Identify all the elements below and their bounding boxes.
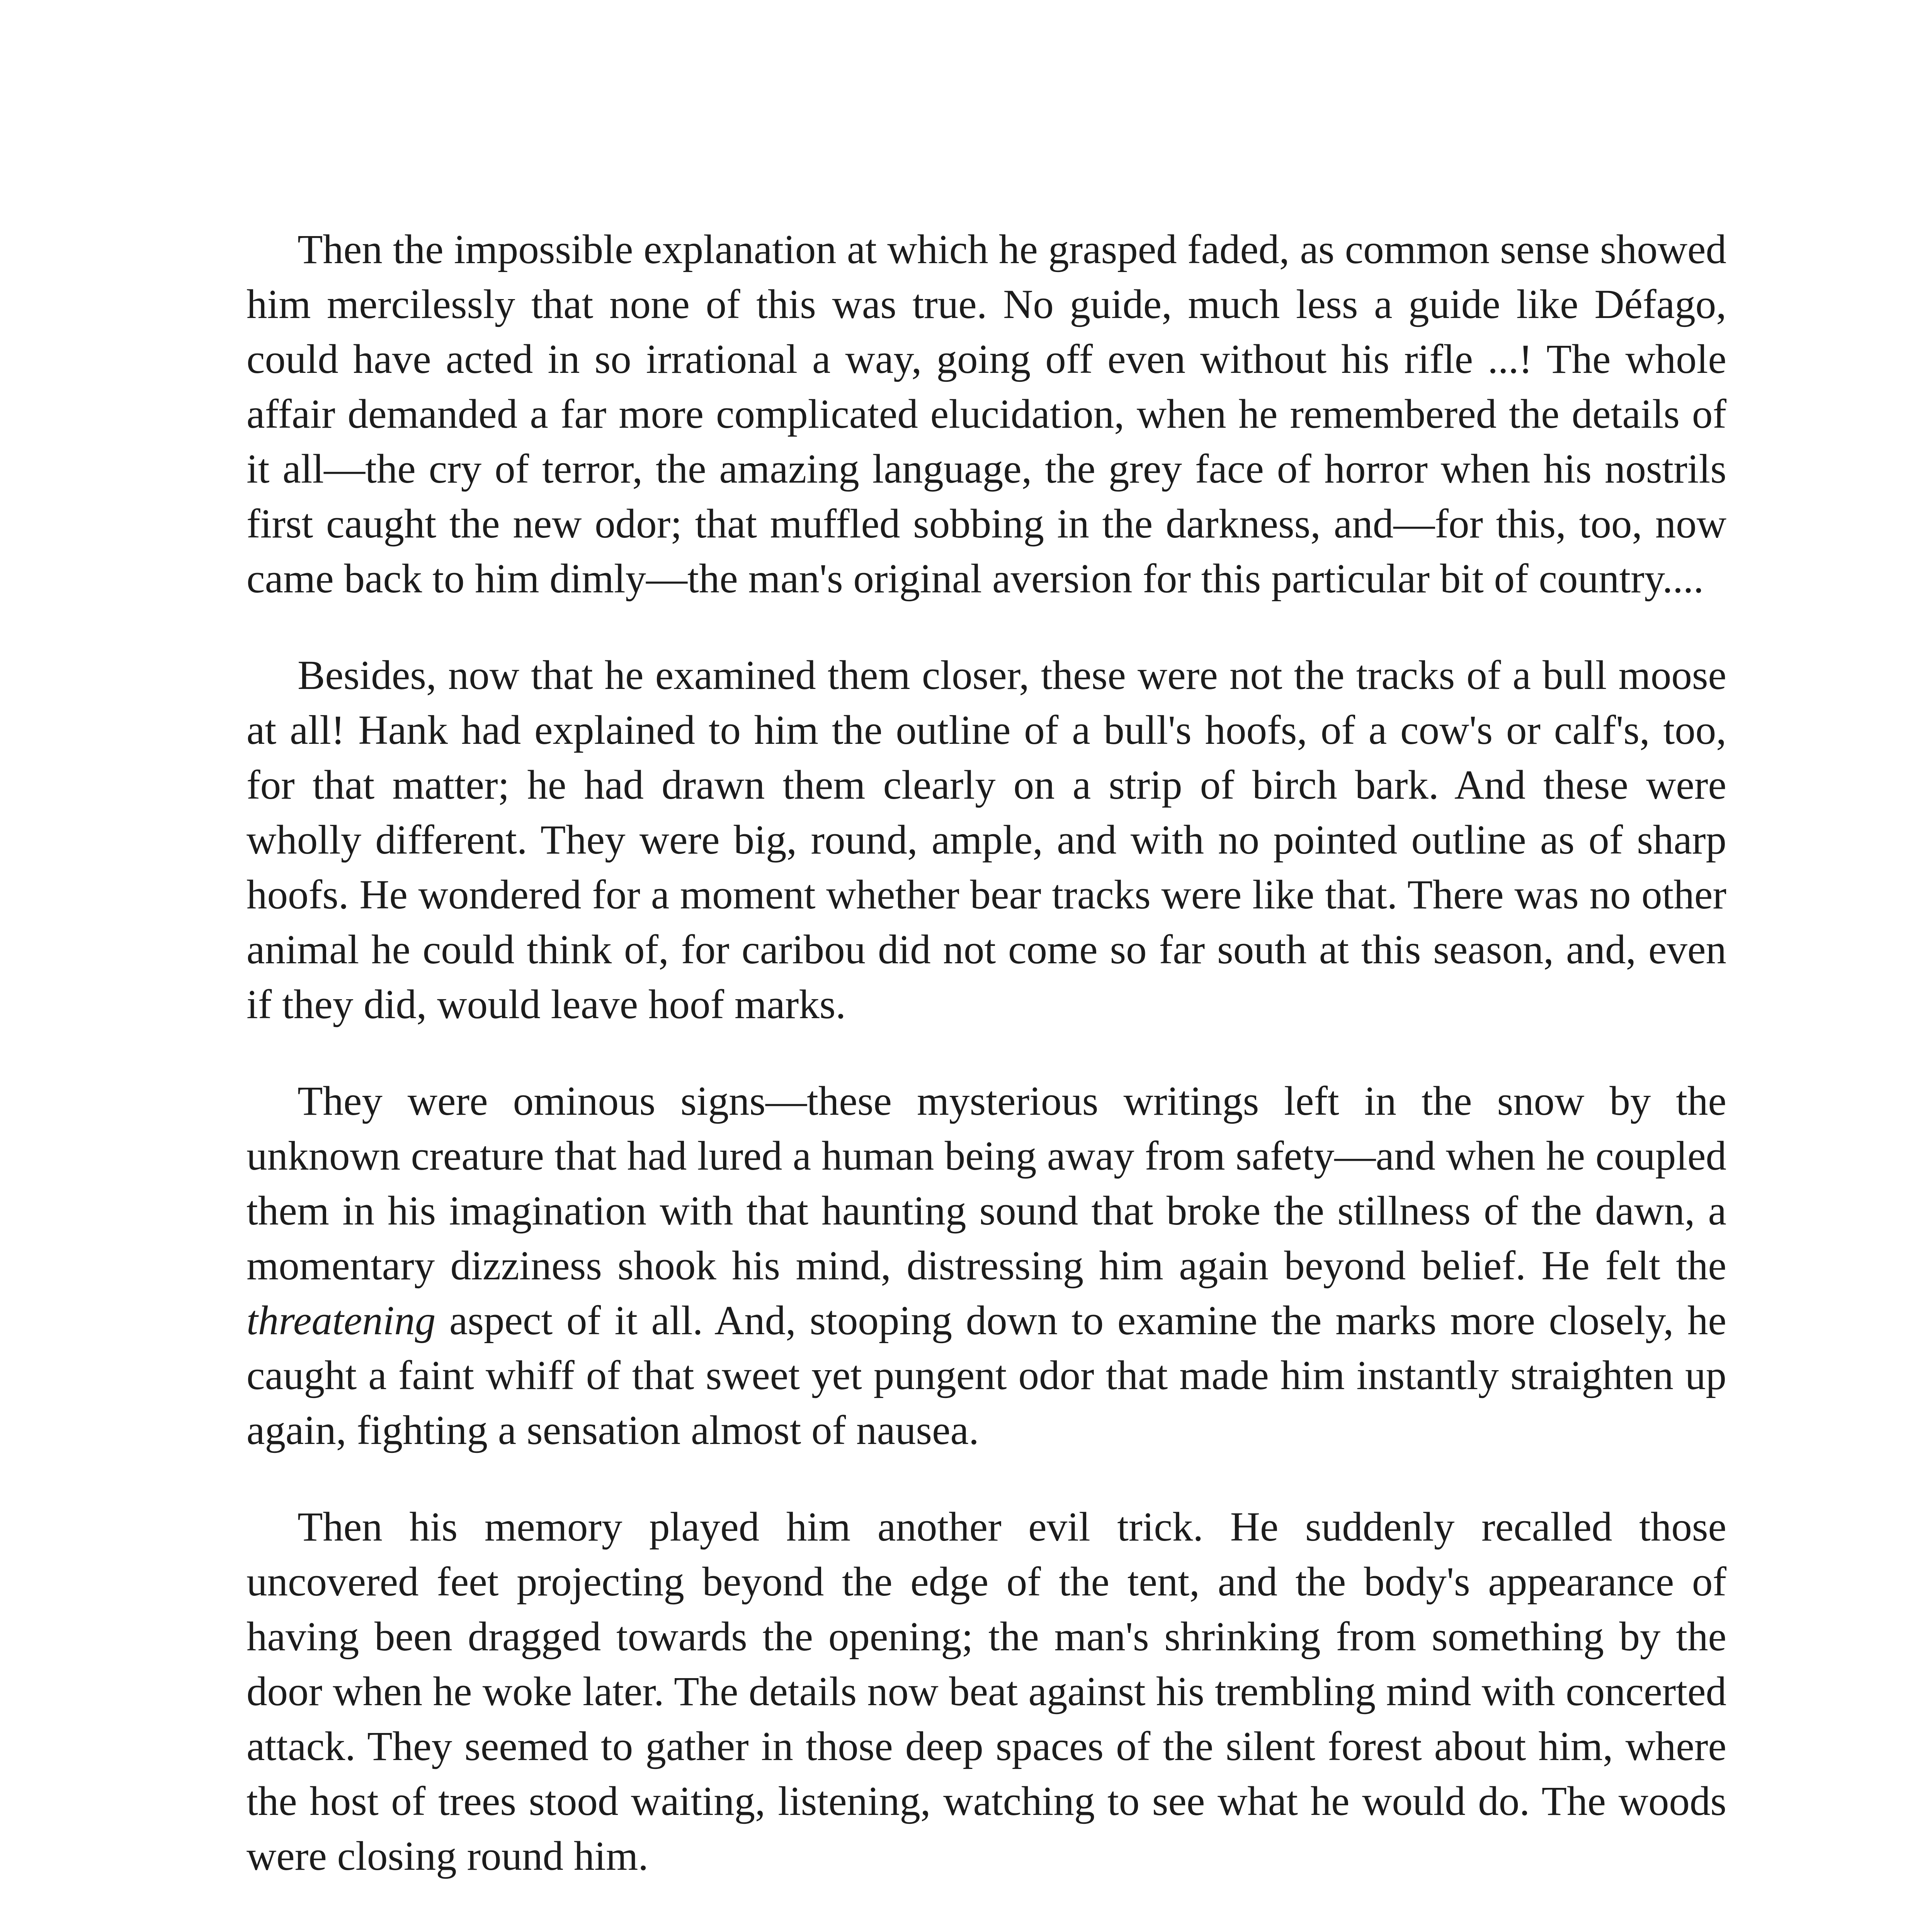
paragraph-3-emphasis: threatening: [247, 1298, 436, 1344]
text-column: [247, 222, 1726, 1884]
paragraph-2-text: Besides, now that he examined them closer, these were not the tracks of a bull moose at all! Hank had explained to him the outline of a bull's hoofs, of a cow's or calf's, too, for that matter; he had drawn them clearly on a strip of birch bark. And these were wholly different. They were big, round, ample, and with no pointed outline as of sharp hoofs. He wondered for a moment whether bear tracks were like that. There was no other animal he could think of, for caribou did not come so far south at this season, and, even if they did, would leave hoof marks.: [247, 653, 1726, 1027]
paragraph-3-text-end: aspect of it all. And, stooping down to examine the marks more closely, he caught a faint whiff of that sweet yet pungent odor that made him instantly straighten up again, fighting a sensation almost of nausea.: [247, 1298, 1726, 1453]
paragraph-2: [247, 648, 1726, 1032]
paragraph-3-text-start: They were ominous signs—these mysterious writings left in the snow by the unknown creature that had lured a human being away from safety—and when he coupled them in his imagination with that haunting sound that broke the stillness of the dawn, a momentary dizziness shook his mind, distressing him again beyond belief. He felt the: [247, 1078, 1726, 1289]
paragraph-1-text: Then the impossible explanation at which he grasped faded, as common sense showed him mercilessly that none of this was true. No guide, much less a guide like Défago, could have acted in so irrational a way, going off even without his rifle ...! The whole affair demanded a far more complicated elucidation, when he remembered the details of it all—the cry of terror, the amazing language, the grey face of horror when his nostrils first caught the new odor; that muffled sobbing in the darkness, and—for this, too, now came back to him dimly—the man's original aversion for this particular bit of country....: [247, 227, 1726, 602]
paragraph-4-text: Then his memory played him another evil trick. He suddenly recalled those uncovered feet projecting beyond the edge of the tent, and the body's appearance of having been dragged towards the opening; the man's shrinking from something by the door when he woke later. The details now beat against his trembling mind with concerted attack. They seemed to gather in those deep spaces of the silent forest about him, where the host of trees stood waiting, listening, watching to see what he would do. The woods were closing round him.: [247, 1504, 1726, 1879]
paragraph-4: [247, 1500, 1726, 1884]
paragraph-1: [247, 222, 1726, 606]
paragraph-3: [247, 1074, 1726, 1458]
